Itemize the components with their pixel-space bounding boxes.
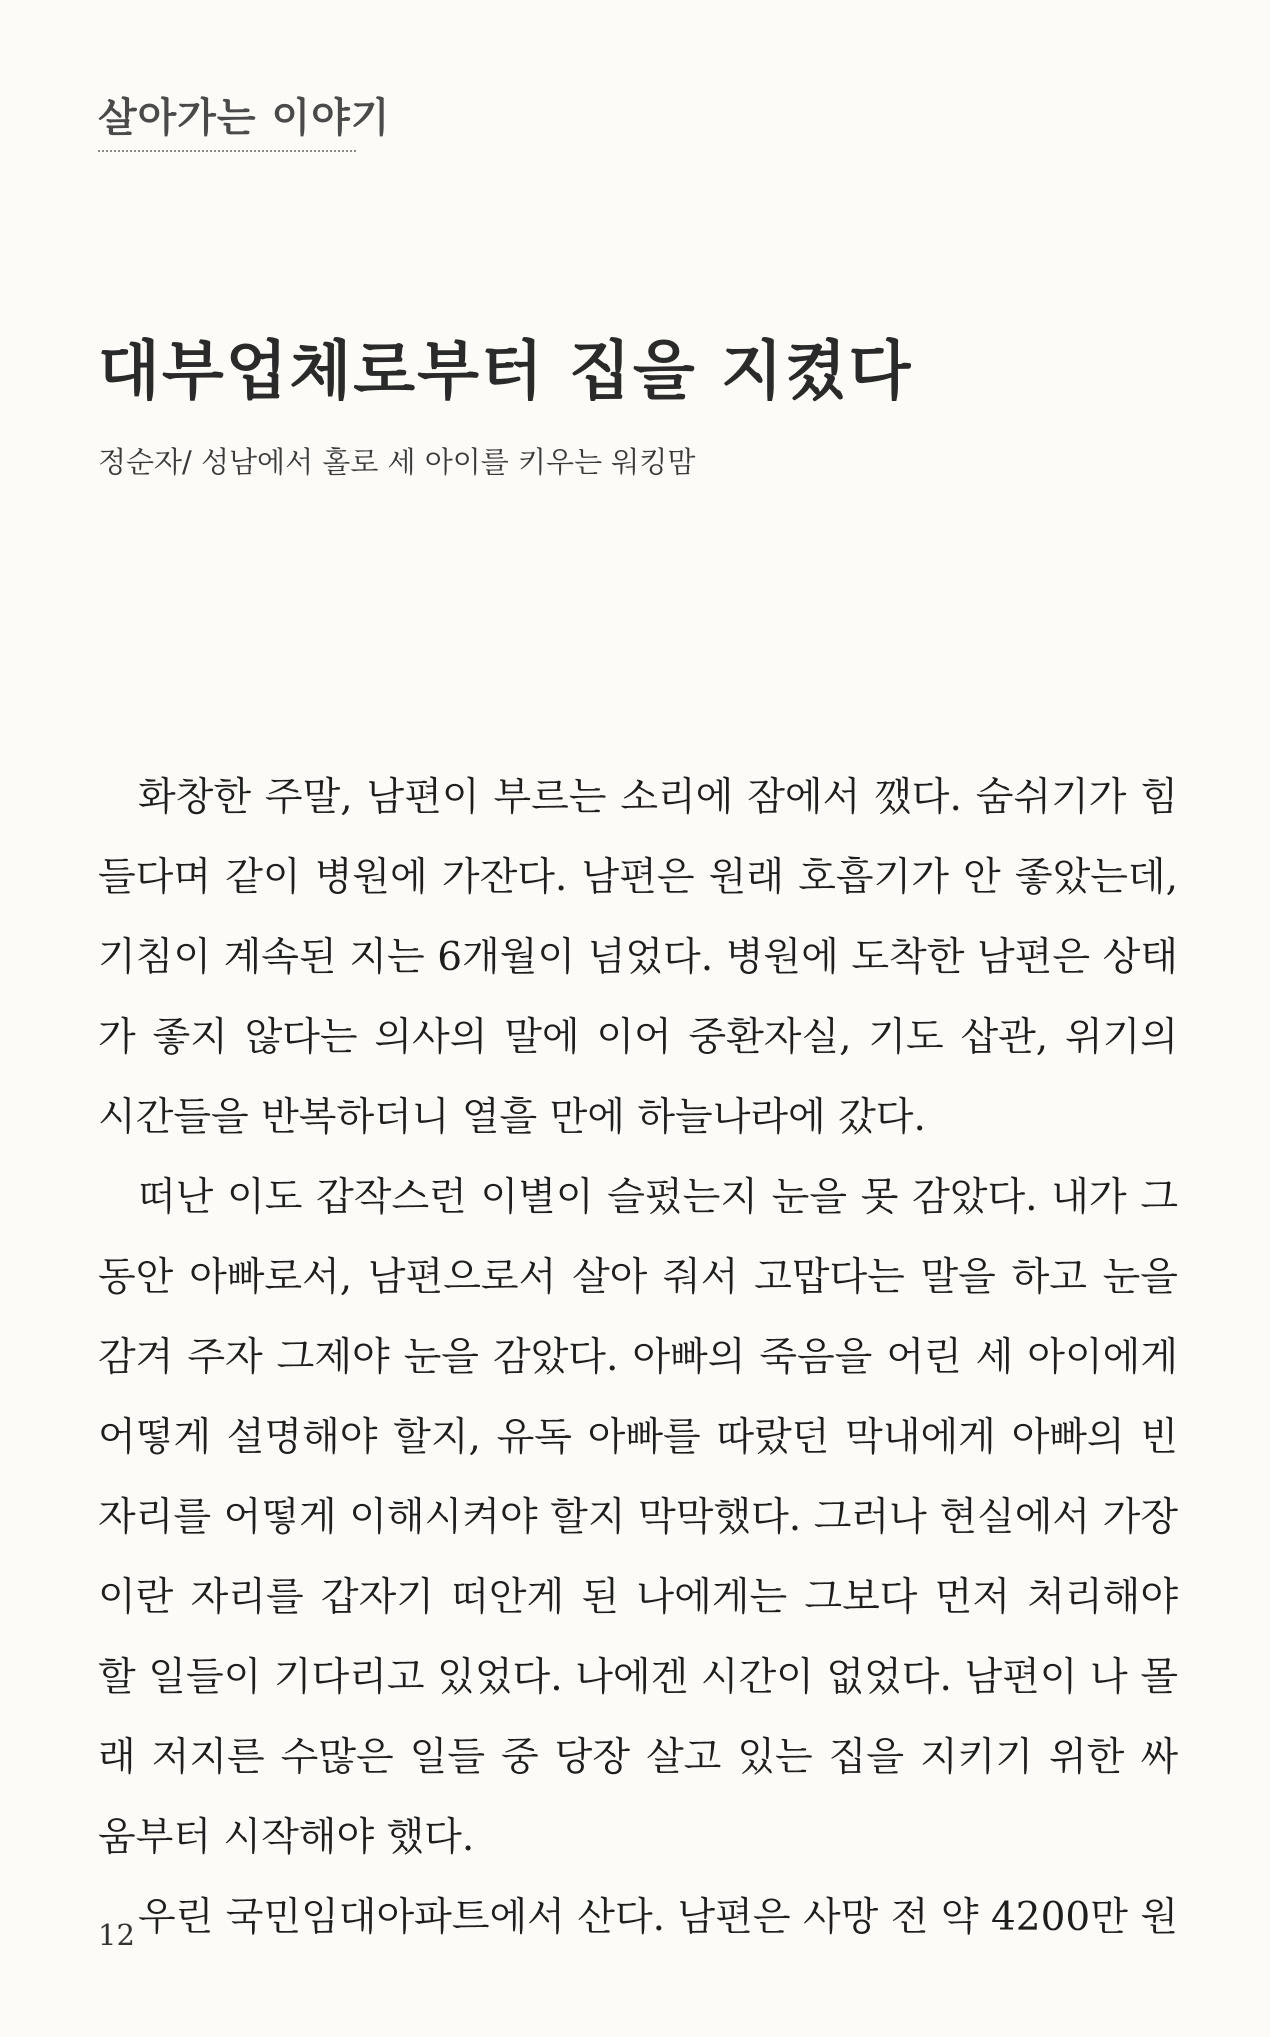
body-line: 자리를 어떻게 이해시켜야 할지 막막했다. 그러나 현실에서 가장 bbox=[98, 1495, 1178, 1540]
article-title: 대부업체로부터 집을 지켰다 bbox=[98, 334, 913, 409]
body-line: 화창한 주말, 남편이 부르는 소리에 잠에서 깼다. 숨쉬기가 힘 bbox=[138, 775, 1178, 820]
article-byline: 정순자/ 성남에서 홀로 세 아이를 키우는 워킹맘 bbox=[98, 445, 696, 479]
body-line: 기침이 계속된 지는 6개월이 넘었다. 병원에 도착한 남편은 상태 bbox=[98, 935, 1178, 980]
article-body bbox=[98, 758, 1178, 1958]
body-line: 어떻게 설명해야 할지, 유독 아빠를 따랐던 막내에게 아빠의 빈 bbox=[98, 1415, 1178, 1460]
section-divider bbox=[98, 150, 356, 152]
body-line: 할 일들이 기다리고 있었다. 나에겐 시간이 없었다. 남편이 나 몰 bbox=[98, 1655, 1178, 1700]
page-number: 12 bbox=[98, 1918, 135, 1952]
body-line: 래 저지른 수많은 일들 중 당장 살고 있는 집을 지키기 위한 싸 bbox=[98, 1735, 1178, 1780]
section-label: 살아가는 이야기 bbox=[98, 95, 391, 141]
body-line: 시간들을 반복하더니 열흘 만에 하늘나라에 갔다. bbox=[98, 1095, 926, 1140]
body-line: 감겨 주자 그제야 눈을 감았다. 아빠의 죽음을 어린 세 아이에게 bbox=[98, 1335, 1178, 1380]
body-line: 들다며 같이 병원에 가잔다. 남편은 원래 호흡기가 안 좋았는데, bbox=[98, 855, 1178, 900]
body-line: 움부터 시작해야 했다. bbox=[98, 1815, 475, 1860]
body-line: 우린 국민임대아파트에서 산다. 남편은 사망 전 약 4200만 원 bbox=[138, 1895, 1178, 1940]
body-line: 동안 아빠로서, 남편으로서 살아 줘서 고맙다는 말을 하고 눈을 bbox=[98, 1255, 1178, 1300]
body-line: 가 좋지 않다는 의사의 말에 이어 중환자실, 기도 삽관, 위기의 bbox=[98, 1015, 1178, 1060]
body-line: 이란 자리를 갑자기 떠안게 된 나에게는 그보다 먼저 처리해야 bbox=[98, 1575, 1178, 1620]
body-line: 떠난 이도 갑작스런 이별이 슬펐는지 눈을 못 감았다. 내가 그 bbox=[138, 1175, 1178, 1220]
